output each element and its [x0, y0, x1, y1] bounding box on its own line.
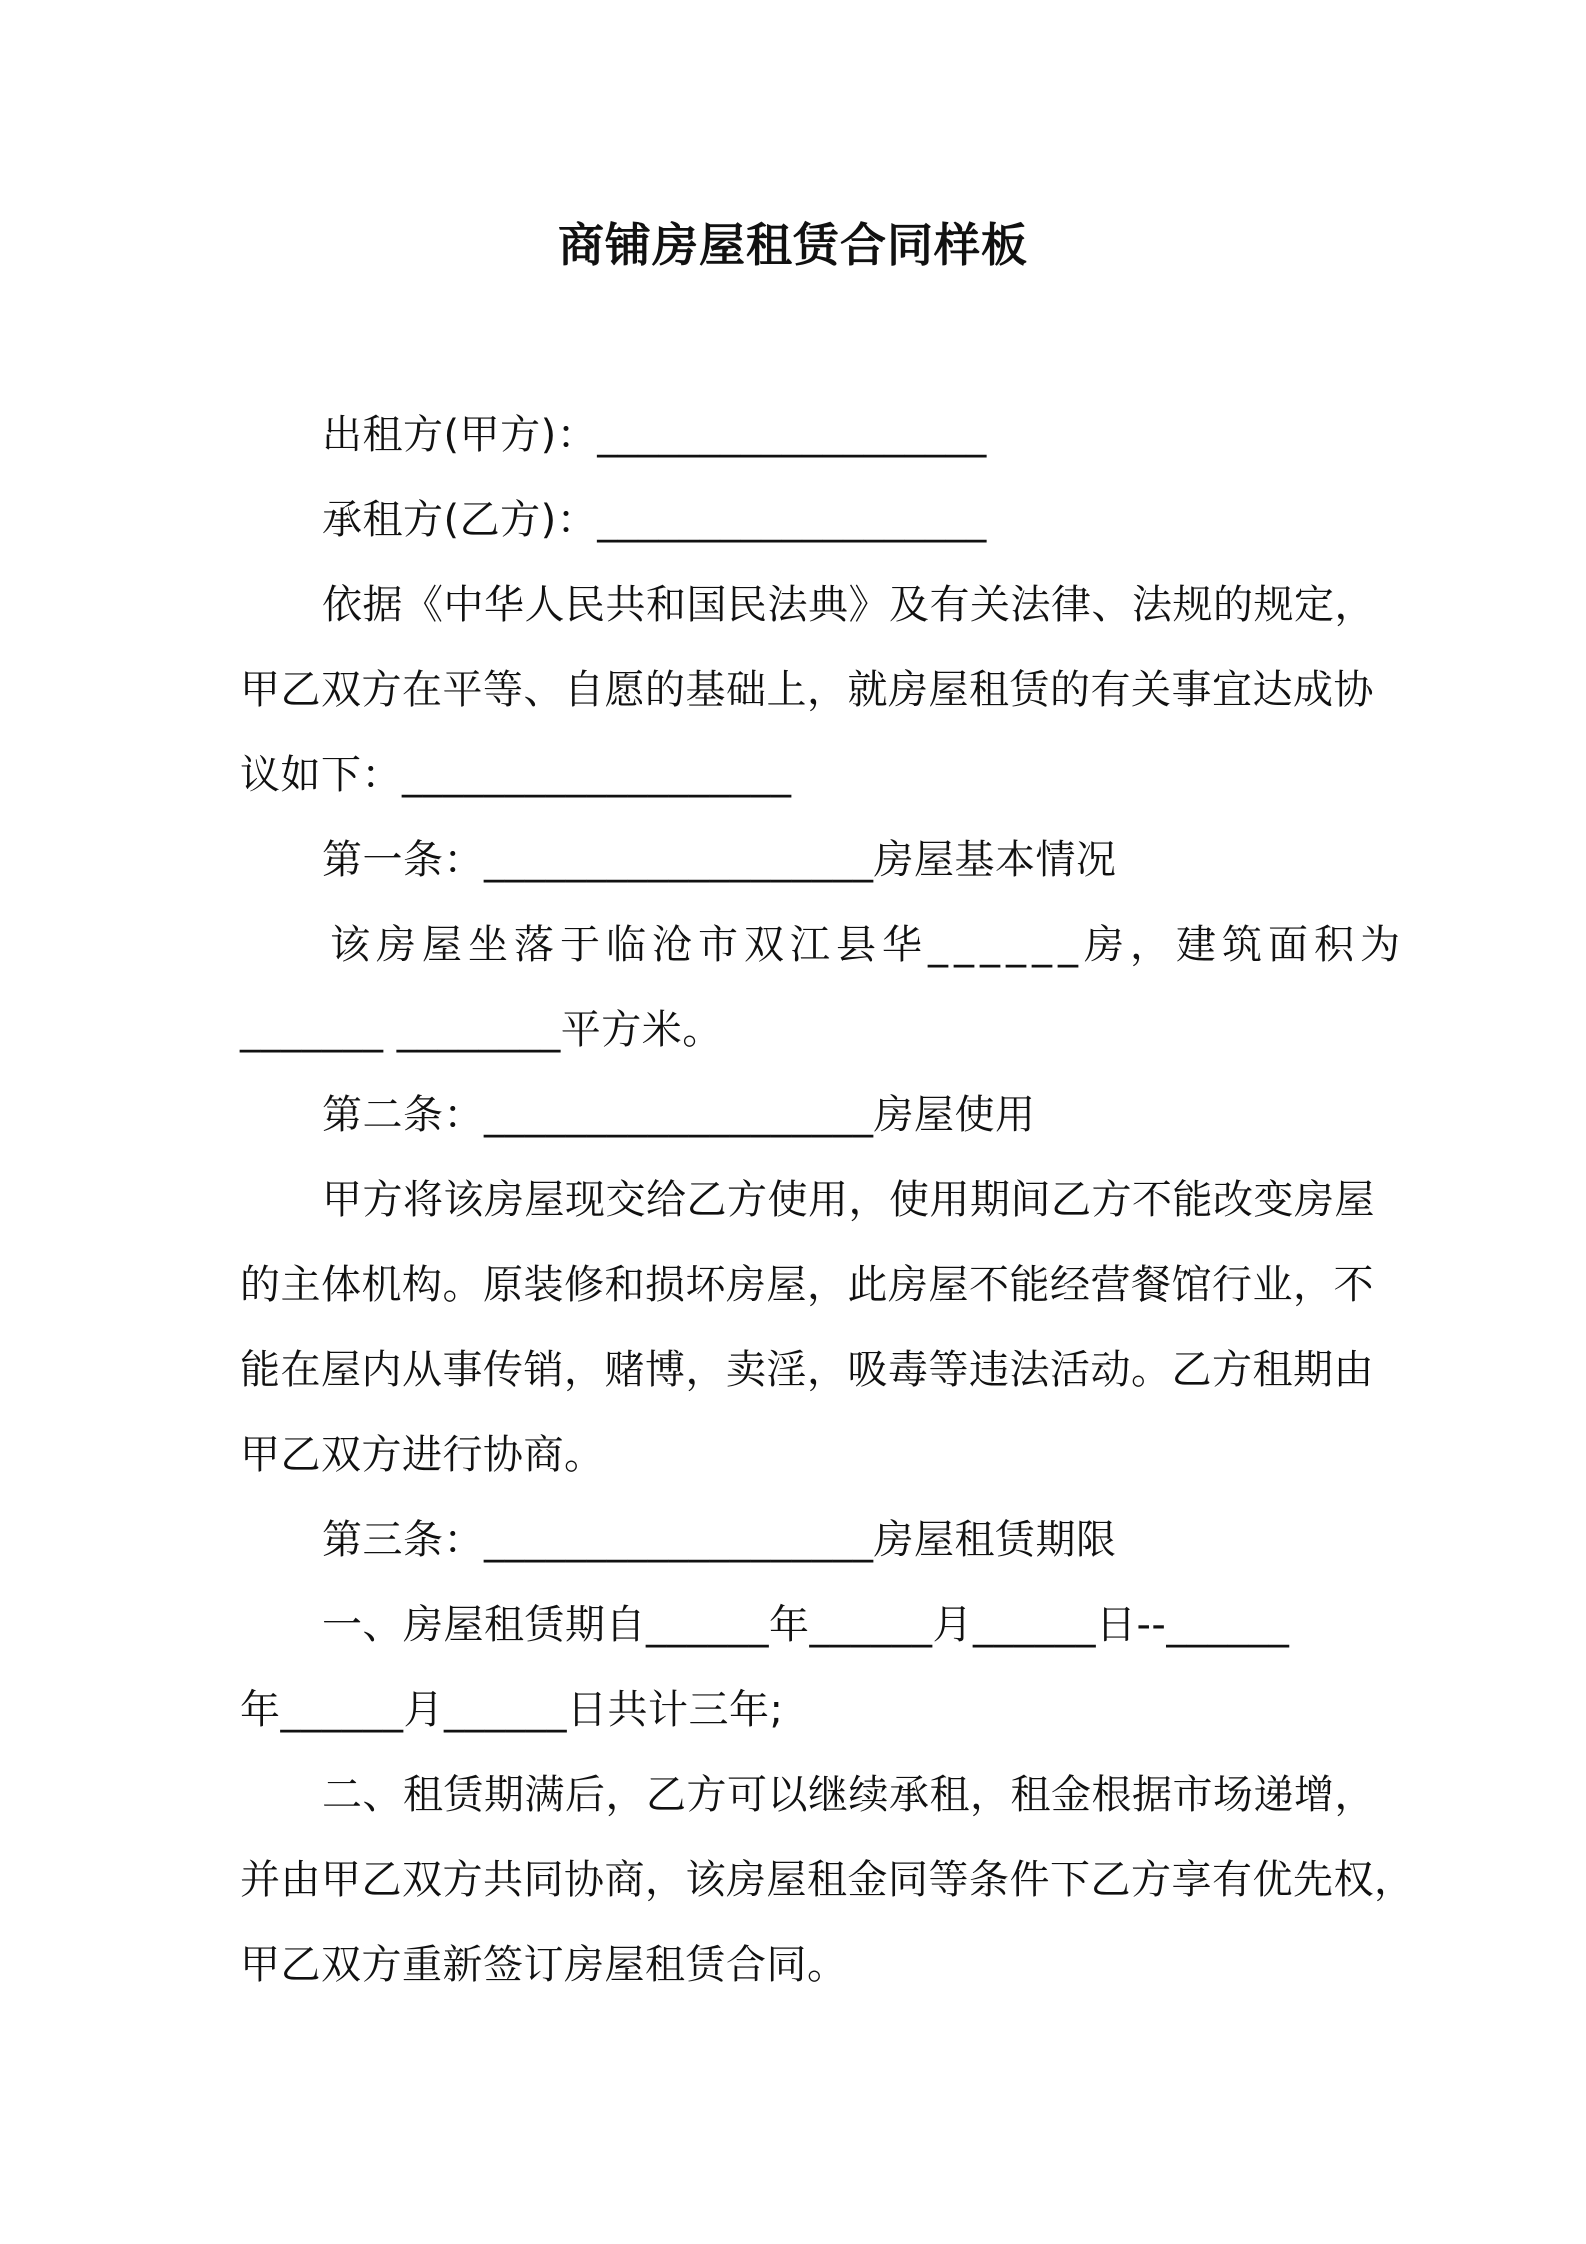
article-1-line-1: 该房屋坐落于临沧市双江县华______房，建筑面积为: [330, 922, 1406, 968]
lessee-line: 承租方(乙方)：___________________: [322, 497, 987, 543]
preamble-line-2: 甲乙双方在平等、自愿的基础上，就房屋租赁的有关事宜达成协: [240, 667, 1374, 713]
article-2-line-4: 甲乙双方进行协商。: [240, 1432, 605, 1478]
article-3-line-1: 一、房屋租赁期自______年______月______日--______: [322, 1602, 1290, 1648]
preamble-line-1: 依据《中华人民共和国民法典》及有关法律、法规的规定，: [322, 582, 1375, 628]
lessor-line: 出租方(甲方)：___________________: [322, 412, 987, 458]
article-2-line-3: 能在屋内从事传销，赌博，卖淫，吸毒等违法活动。乙方租期由: [240, 1347, 1374, 1393]
article-1-heading: 第一条：___________________房屋基本情况: [322, 837, 1117, 883]
article-2-line-1: 甲方将该房屋现交给乙方使用，使用期间乙方不能改变房屋: [322, 1177, 1375, 1223]
article-3-line-5: 甲乙双方重新签订房屋租赁合同。: [240, 1942, 848, 1988]
article-1-line-2: _______ ________平方米。: [240, 1007, 723, 1053]
article-3-heading: 第三条：___________________房屋租赁期限: [322, 1517, 1117, 1563]
article-3-line-3: 二、租赁期满后，乙方可以继续承租，租金根据市场递增，: [322, 1772, 1375, 1818]
article-2-heading: 第二条：___________________房屋使用: [322, 1092, 1036, 1138]
article-3-line-2: 年______月______日共计三年;: [240, 1687, 784, 1733]
article-2-line-2: 的主体机构。原装修和损坏房屋，此房屋不能经营餐馆行业，不: [240, 1262, 1374, 1308]
preamble-line-3: 议如下：___________________: [240, 752, 792, 798]
article-3-line-4: 并由甲乙双方共同协商，该房屋租金同等条件下乙方享有优先权，: [240, 1857, 1415, 1903]
document-title: 商铺房屋租赁合同样板: [558, 218, 1028, 272]
